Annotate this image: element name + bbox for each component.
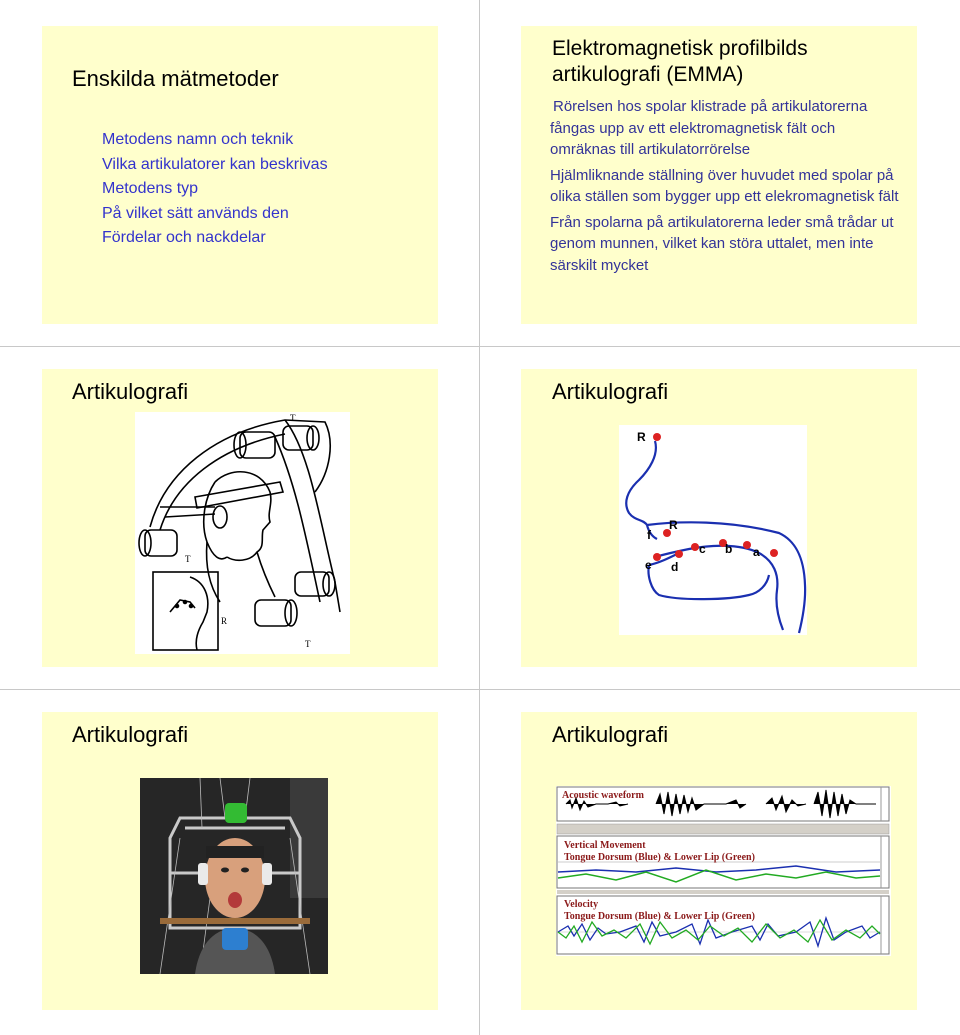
slide-artikulografi-photo: [42, 712, 438, 1010]
point-label-f: f: [647, 528, 651, 542]
label-r: R: [221, 616, 228, 626]
bullet-item: Vilka artikulatorer kan beskrivas: [102, 155, 328, 173]
panel-label-vertical-legend: Tongue Dorsum (Blue) & Lower Lip (Green): [564, 852, 755, 863]
vocal-tract-diagram: [619, 425, 807, 635]
slide-title: Artikulografi: [552, 722, 669, 747]
slide-title: Artikulografi: [552, 379, 669, 404]
emma-helmet-photo: [140, 778, 328, 974]
slide-emma: [521, 26, 917, 324]
grid-horizontal-divider-2: [0, 689, 960, 690]
slide-body: [550, 96, 900, 280]
point-label-r: R: [637, 430, 646, 444]
slide-title: [552, 36, 808, 88]
bullet-item: Fördelar och nackdelar: [102, 229, 266, 246]
point-label-r-lip: R: [669, 518, 678, 532]
slide-title: Enskilda mätmetoder: [72, 66, 279, 91]
body-paragraph: Hjälmliknande ställning över huvudet med spolar på olika ställen som bygger upp ett elekromagnetisk fält: [550, 166, 899, 205]
bullet-item: Metodens namn och teknik: [102, 131, 294, 148]
panel-label-vertical: Vertical Movement: [564, 840, 646, 851]
title-line: artikulografi (EMMA): [552, 63, 744, 86]
bullet-item: Metodens typ: [102, 180, 199, 197]
slide-title: Artikulografi: [72, 722, 189, 747]
title-line: Elektromagnetisk profilbilds: [552, 37, 808, 60]
slide-title: Artikulografi: [72, 379, 189, 404]
bullet-item: På vilket sätt används den: [102, 204, 289, 222]
panel-label-velocity-legend: Tongue Dorsum (Blue) & Lower Lip (Green): [564, 911, 755, 922]
panel-label-acoustic: Acoustic waveform: [562, 790, 644, 801]
body-paragraph: Rörelsen hos spolar klistrade på artikulatorerna fångas upp av ett elektromagnetisk fält och omräknas till artikulatorrörelse: [550, 98, 868, 158]
grid-horizontal-divider-1: [0, 346, 960, 347]
slide-enskilda-matmetoder: [42, 26, 438, 324]
point-label-d: d: [671, 560, 679, 574]
label-t: T: [305, 639, 311, 649]
label-t: T: [185, 554, 191, 564]
panel-label-velocity: Velocity: [564, 899, 599, 910]
slide-artikulografi-drawing: [42, 369, 438, 667]
label-t: T: [290, 413, 296, 423]
point-label-e: e: [645, 558, 652, 572]
emma-apparatus-drawing: [135, 412, 350, 654]
slide-artikulografi-vocal-tract: [521, 369, 917, 667]
bullet-list: [102, 128, 328, 251]
point-label-a: a: [753, 545, 760, 559]
point-label-b: b: [725, 542, 733, 556]
point-label-c: c: [699, 542, 706, 556]
signal-panels: [556, 786, 891, 956]
grid-vertical-divider: [479, 0, 480, 1035]
body-paragraph: Från spolarna på artikulatorerna leder små trådar ut genom munnen, vilket kan störa uttalet, men inte särskilt mycket: [550, 213, 894, 274]
slide-artikulografi-signals: [521, 712, 917, 1010]
